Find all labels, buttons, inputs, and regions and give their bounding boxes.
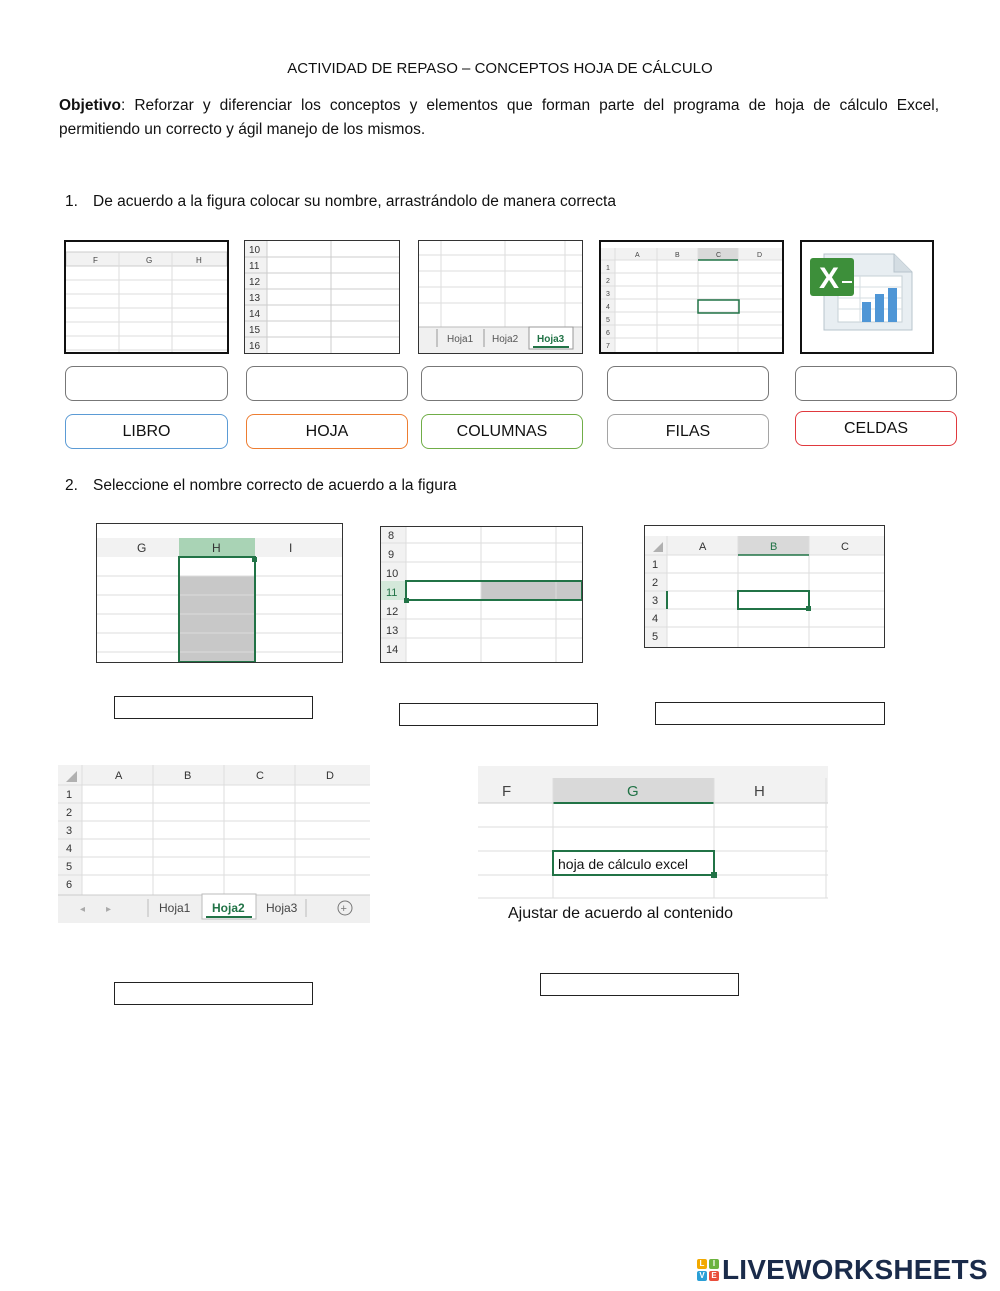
row-label: 6 xyxy=(66,879,73,891)
chip-columnas[interactable]: COLUMNAS xyxy=(421,414,583,449)
col-label: A xyxy=(115,770,123,782)
row-label: 14 xyxy=(249,309,261,320)
tab-label-active: Hoja2 xyxy=(212,901,245,915)
liveworksheets-logo xyxy=(697,1255,988,1285)
col-label: D xyxy=(326,770,334,782)
tab-label: Hoja1 xyxy=(159,901,191,915)
col-label: A xyxy=(635,252,640,259)
chip-hoja[interactable]: HOJA xyxy=(246,414,408,449)
svg-text:◂: ◂ xyxy=(80,904,86,915)
tab-label: Hoja2 xyxy=(492,334,519,345)
row-label: 11 xyxy=(249,261,260,272)
row-label: 8 xyxy=(388,530,395,542)
thumb-excel-icon xyxy=(800,240,934,354)
drop-zone-2[interactable] xyxy=(246,366,408,401)
col-label: G xyxy=(627,783,639,800)
row-label: 10 xyxy=(386,568,399,580)
tab-label-active: Hoja3 xyxy=(537,334,565,345)
tab-label: Hoja3 xyxy=(266,901,298,915)
row-label: 3 xyxy=(66,825,73,837)
row-label: 3 xyxy=(606,291,610,298)
row-label: 4 xyxy=(652,613,659,625)
row-label: 13 xyxy=(386,625,399,637)
answer-box-1[interactable] xyxy=(114,696,313,719)
row-label: 12 xyxy=(386,606,399,618)
row-label: 2 xyxy=(606,278,610,285)
row-label: 2 xyxy=(652,577,659,589)
col-label: I xyxy=(289,541,293,555)
row-label: 5 xyxy=(606,317,610,324)
question-1-text: De acuerdo a la figura colocar su nombre, arrastrándolo de manera correcta xyxy=(93,193,616,210)
col-label: F xyxy=(93,256,98,265)
thumb-cells-image xyxy=(599,240,784,354)
row-label: 5 xyxy=(66,861,73,873)
objective-label: Objetivo xyxy=(59,97,122,114)
thumb-rows-image xyxy=(244,240,400,354)
row-label: 14 xyxy=(386,644,399,656)
col-label: D xyxy=(757,252,763,259)
col-label: G xyxy=(137,541,147,555)
row-label: 1 xyxy=(606,265,610,272)
fig-row-selected xyxy=(380,526,583,663)
chip-filas[interactable]: FILAS xyxy=(607,414,769,449)
question-2-text: Seleccione el nombre correcto de acuerdo a la figura xyxy=(93,477,457,494)
col-label: H xyxy=(196,256,202,265)
col-label: G xyxy=(146,256,153,265)
row-label: 13 xyxy=(249,293,261,304)
col-label: C xyxy=(256,770,264,782)
col-label: B xyxy=(770,541,778,553)
thumb-columns-image xyxy=(64,240,229,354)
row-label: 16 xyxy=(249,341,261,352)
fig-column-selected xyxy=(96,523,343,663)
row-label: 4 xyxy=(606,304,610,311)
drop-zone-4[interactable] xyxy=(607,366,769,401)
answer-box-4[interactable] xyxy=(114,982,313,1005)
col-label: C xyxy=(716,252,722,259)
question-2: 2. Seleccione el nombre correcto de acuerdo a la figura xyxy=(65,477,457,494)
logo-text: LIVEWORKSHEETS xyxy=(722,1254,988,1285)
answer-box-5[interactable] xyxy=(540,973,739,996)
excel-icon xyxy=(802,242,932,352)
autofit-cell-text: hoja de cálculo excel xyxy=(558,856,688,872)
row-label: 2 xyxy=(66,807,73,819)
drop-zone-5[interactable] xyxy=(795,366,957,401)
objective-text: : Reforzar y diferenciar los conceptos y elementos que forman parte del programa de hoja de cálculo Excel, permitiendo un correcto y ágil manejo de los mismos. xyxy=(59,97,939,138)
logo-icon: L I V E xyxy=(697,1259,719,1281)
col-label: F xyxy=(502,783,512,800)
col-label: H xyxy=(212,541,221,555)
drop-zone-3[interactable] xyxy=(421,366,583,401)
row-label: 5 xyxy=(652,631,659,643)
fig-cell-selected xyxy=(644,525,885,648)
row-label: 11 xyxy=(386,587,398,599)
answer-box-3[interactable] xyxy=(655,702,885,725)
drop-zone-1[interactable] xyxy=(65,366,228,401)
chip-celdas[interactable]: CELDAS xyxy=(795,411,957,446)
col-label: H xyxy=(754,783,765,800)
row-label: 1 xyxy=(652,559,659,571)
col-label: B xyxy=(184,770,192,782)
autofit-caption: Ajustar de acuerdo al contenido xyxy=(508,905,734,922)
fig-sheets xyxy=(58,757,370,929)
row-label: 15 xyxy=(249,325,261,336)
row-label: 9 xyxy=(388,549,395,561)
objective-paragraph xyxy=(59,94,939,142)
chip-libro[interactable]: LIBRO xyxy=(65,414,228,449)
col-label: C xyxy=(841,541,849,553)
col-label: B xyxy=(675,252,680,259)
svg-text:▸: ▸ xyxy=(106,904,112,915)
row-label: 7 xyxy=(606,343,610,350)
row-label: 6 xyxy=(606,330,610,337)
svg-text:X: X xyxy=(819,262,840,295)
row-label: 3 xyxy=(652,595,659,607)
tab-label: Hoja1 xyxy=(447,334,474,345)
svg-text:+: + xyxy=(340,903,347,915)
row-label: 12 xyxy=(249,277,261,288)
col-label: A xyxy=(699,541,707,553)
answer-box-2[interactable] xyxy=(399,703,598,726)
row-label: 4 xyxy=(66,843,73,855)
row-label: 1 xyxy=(66,789,73,801)
row-label: 10 xyxy=(249,245,261,256)
question-1: 1. De acuerdo a la figura colocar su nombre, arrastrándolo de manera correcta xyxy=(65,193,616,210)
thumb-sheet-tabs-image xyxy=(418,240,583,354)
page-title: ACTIVIDAD DE REPASO – CONCEPTOS HOJA DE CÁLCULO xyxy=(287,60,713,77)
